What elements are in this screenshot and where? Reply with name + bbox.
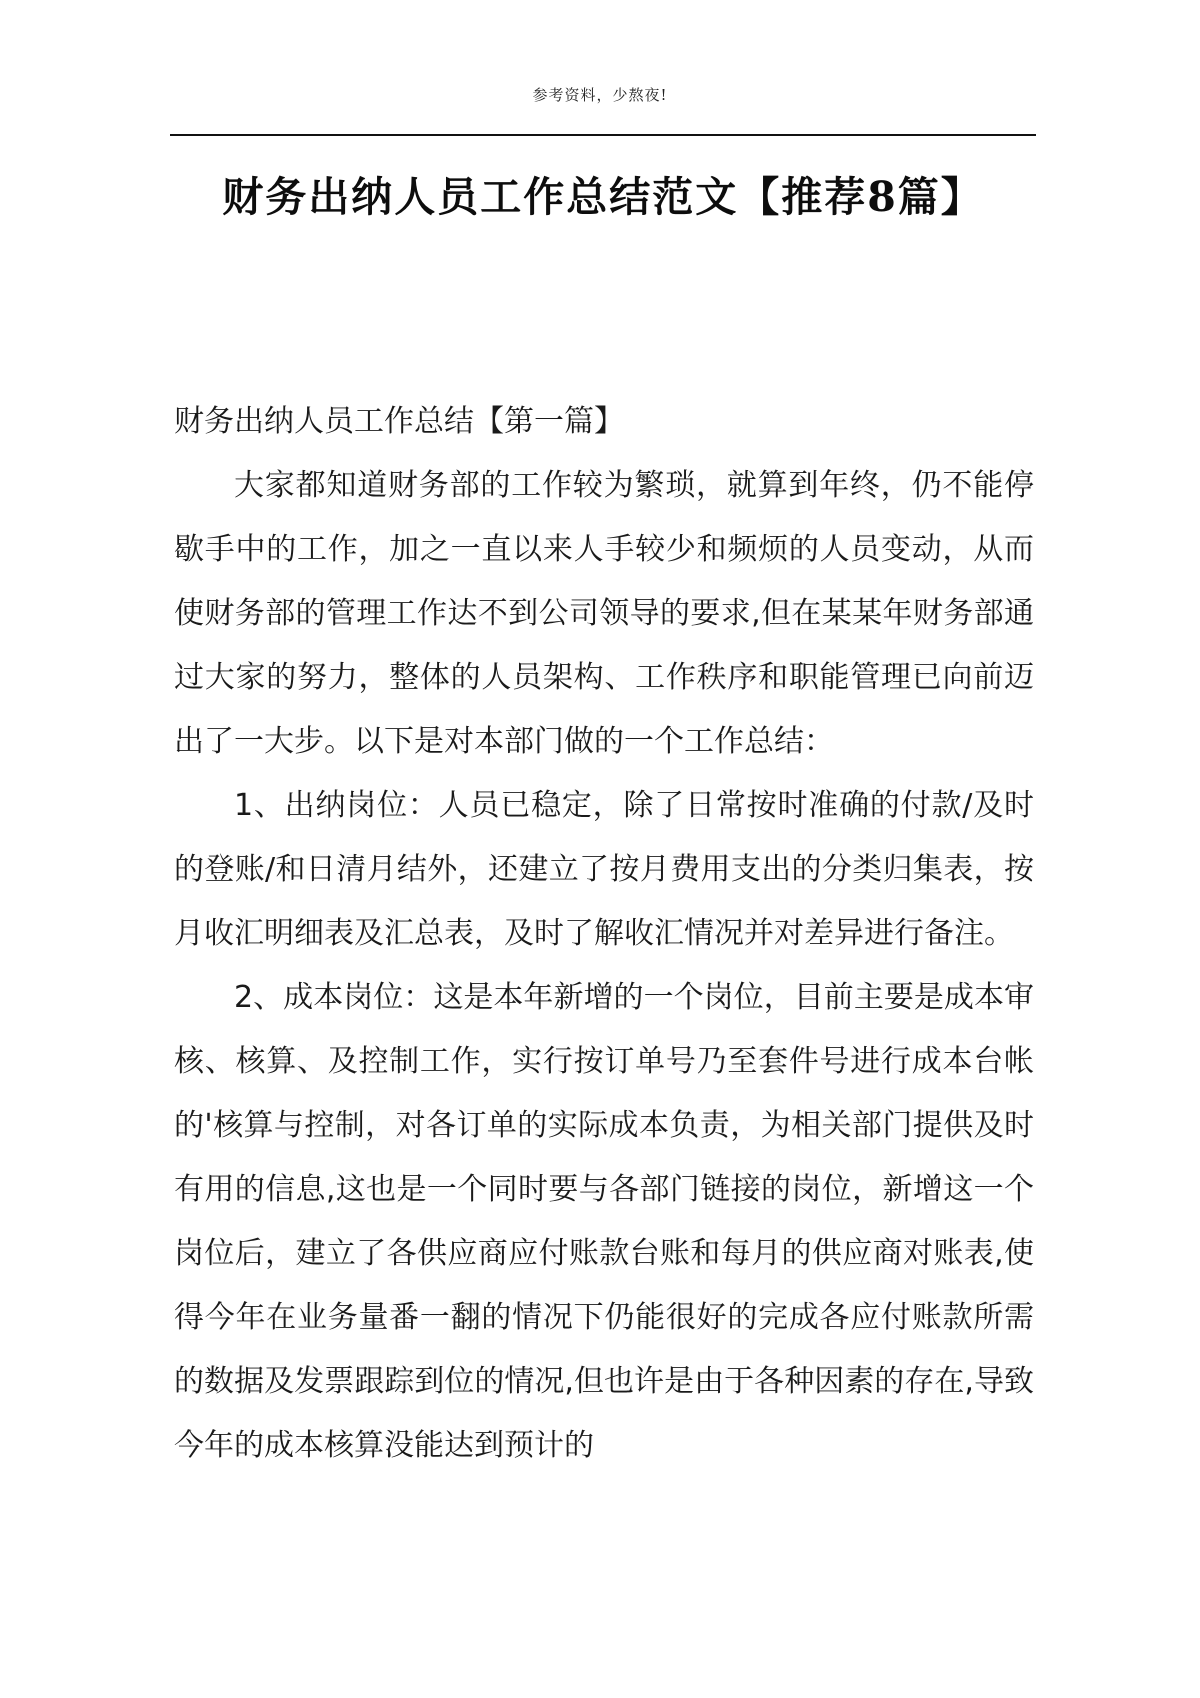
paragraph-cashier-position: 1、出纳岗位：人员已稳定，除了日常按时准确的付款/及时的登账/和日清月结外，还建立了按月费用支出的分类归集表，按月收汇明细表及汇总表，及时了解收汇情况并对差异进行备注。	[174, 788, 1034, 951]
document-title: 财务出纳人员工作总结范文【推荐8篇】	[222, 173, 984, 222]
section-heading: 财务出纳人员工作总结【第一篇】	[174, 404, 624, 439]
paragraph-cost-position: 2、成本岗位：这是本年新增的一个岗位，目前主要是成本审核、核算、及控制工作，实行按订单号乃至套件号进行成本台帐的'核算与控制，对各订单的实际成本负责，为相关部门提供及时有用的信息,这也是一个同时要与各部门链接的岗位，新增这一个岗位后，建立了各供应商应付账款台账和每月的供应商对账表,使得今年在业务量番一翻的情况下仍能很好的完成各应付账款所需的数据及发票跟踪到位的情况,但也许是由于各种因素的存在,导致今年的成本核算没能达到预计的	[174, 980, 1034, 1463]
header-divider	[170, 134, 1036, 136]
running-header: 参考资料，少熬夜!	[532, 86, 668, 104]
document-body	[174, 390, 1034, 1478]
paragraph-intro: 大家都知道财务部的工作较为繁琐，就算到年终，仍不能停歇手中的工作，加之一直以来人手较少和频烦的人员变动，从而使财务部的管理工作达不到公司领导的要求,但在某某年财务部通过大家的努力，整体的人员架构、工作秩序和职能管理已向前迈出了一大步。以下是对本部门做的一个工作总结：	[174, 468, 1034, 759]
